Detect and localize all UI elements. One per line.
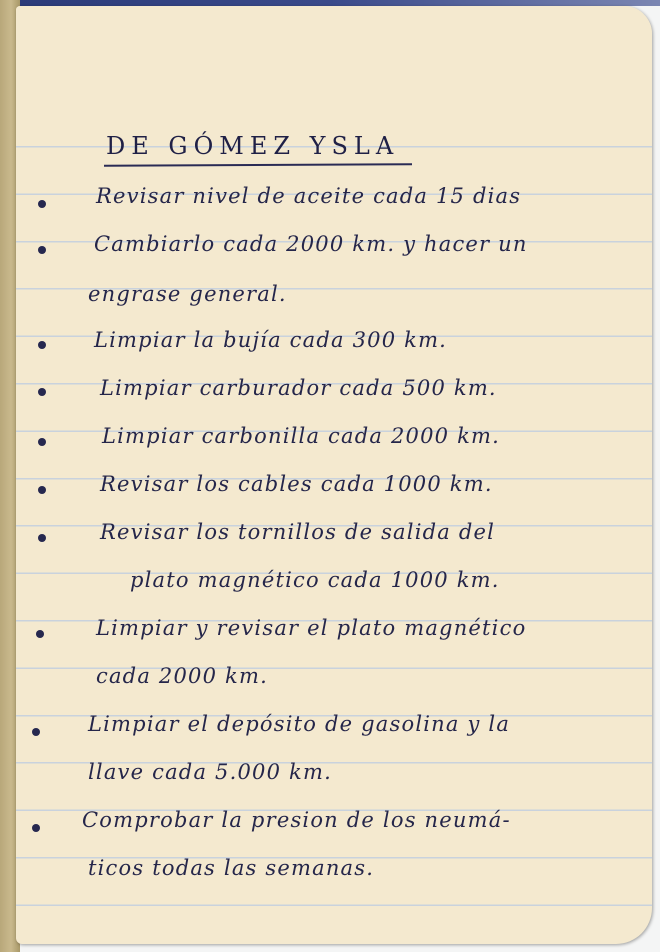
note-line: Revisar nivel de aceite cada 15 dias <box>96 184 522 208</box>
bullet-icon <box>38 341 46 349</box>
page-title: DE GÓMEZ YSLA <box>106 132 400 160</box>
bullet-icon <box>32 824 40 832</box>
note-line: ticos todas las semanas. <box>88 856 375 880</box>
bullet-icon <box>38 438 46 446</box>
note-line: Revisar los cables cada 1000 km. <box>100 472 493 496</box>
bullet-icon <box>38 200 46 208</box>
note-line: cada 2000 km. <box>96 664 268 688</box>
bullet-icon <box>36 630 44 638</box>
note-line: Limpiar la bujía cada 300 km. <box>94 328 448 352</box>
note-line: Revisar los tornillos de salida del <box>100 520 496 544</box>
bullet-icon <box>38 246 46 254</box>
note-line: Comprobar la presion de los neumá- <box>82 808 511 832</box>
note-line: engrase general. <box>88 282 287 306</box>
note-line: Cambiarlo cada 2000 km. y hacer un <box>94 232 528 256</box>
note-line: plato magnético cada 1000 km. <box>130 568 500 592</box>
title-underline <box>104 163 412 167</box>
note-line: Limpiar y revisar el plato magnético <box>96 616 527 640</box>
note-line: llave cada 5.000 km. <box>88 760 332 784</box>
bullet-icon <box>38 486 46 494</box>
bullet-icon <box>32 728 40 736</box>
bullet-icon <box>38 534 46 542</box>
note-line: Limpiar el depósito de gasolina y la <box>88 712 511 736</box>
note-line: Limpiar carburador cada 500 km. <box>100 376 497 400</box>
handwritten-notes <box>16 6 652 944</box>
notebook-page <box>16 6 652 944</box>
bullet-icon <box>38 388 46 396</box>
note-line: Limpiar carbonilla cada 2000 km. <box>102 424 500 448</box>
